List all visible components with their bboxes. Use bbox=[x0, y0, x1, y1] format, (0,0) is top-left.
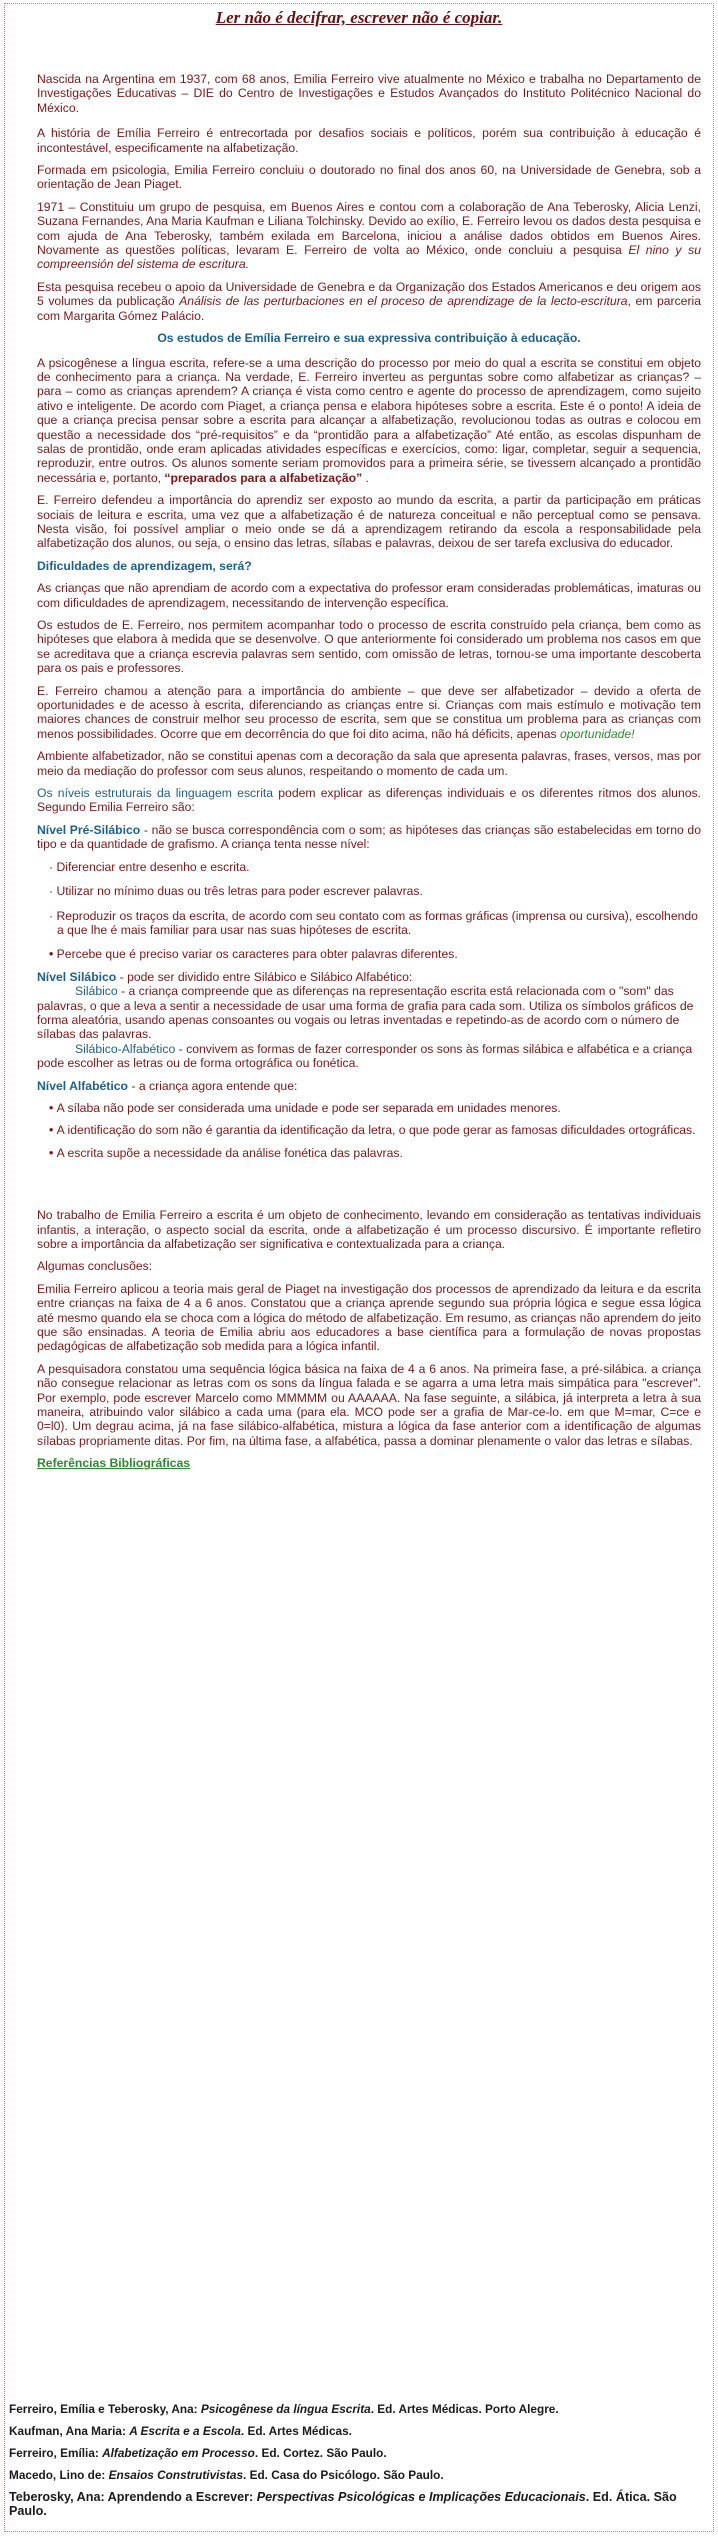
opportunity-emphasis: oportunidade! bbox=[560, 726, 635, 741]
spacer bbox=[37, 1168, 701, 1208]
article-body bbox=[37, 72, 701, 1481]
paragraph-environment bbox=[37, 684, 701, 742]
bullet-icon: • bbox=[49, 1145, 57, 1160]
section-heading-studies: Os estudos de Emília Ferreiro e sua expressiva contribuição à educação. bbox=[157, 331, 581, 346]
paragraph-exposure: E. Ferreiro defendeu a importância do aprendiz ser exposto ao mundo da escrita, a partir da participação em práticas sociais de leitura e escrita, uma vez que a alfabetização é de natureza conceitual e não perceptual como se pensava. Nesta visão, foi possível ampliar o meio onde se dá a aprendizagem retirando da escola a responsabilidade pela alfabetização dos alunos, ou seja, o ensino das letras, sílabas e palavras, deixou de ser tarefa exclusiva do educador. bbox=[37, 493, 701, 551]
ref-title: A Escrita e a Escola bbox=[129, 2424, 241, 2438]
publication-title: Análisis de las perturbaciones en el proceso de aprendizage de la lecto-escritura bbox=[179, 294, 628, 309]
syllabic-description bbox=[37, 984, 701, 1042]
list-item-text: A sílaba não pode ser considerada uma unidade e pode ser separada em unidades menores. bbox=[56, 1100, 561, 1115]
bullet-icon: • bbox=[49, 1100, 57, 1115]
paragraph-education: Formada em psicologia, Emilia Ferreiro concluiu o doutorado no final dos anos 60, na Universidade de Genebra, sob a orientação de Jean Piaget. bbox=[37, 163, 701, 192]
reference-item bbox=[9, 2446, 709, 2460]
paragraph-piaget-theory: Emilia Ferreiro aplicou a teoria mais geral de Piaget na investigação dos processos de aprendizado da leitura e da escrita entre crianças na faixa de 4 a 6 anos. Constatou que a criança aprende segundo sua própria lógica e segue essa lógica até mesmo quando ela se choca com a lógica do método de alfabetização. Em resumo, as crianças não aprendem do jeito que são ensinadas. A teoria de Emilia abriu aos educadores a base científica para a formulação de novas propostas pedagógicas de alfabetização sob medida para a lógica infantil. bbox=[37, 1281, 701, 1354]
references-list bbox=[9, 2402, 709, 2526]
paragraph-studies-follow: Os estudos de E. Ferreiro, nos permitem acompanhar todo o processo de escrita construído pela criança, bem como as hipóteses que elabora à medida que se desenvolve. O que anteriormente foi considerado um problema nos casos em que se acreditava que a criança escrevia palavras sem sentido, com omissão de letras, tornou-se uma importante descoberta para os pais e professores. bbox=[37, 618, 701, 676]
paragraph-history: A história de Emília Ferreiro é entrecortada por desafios sociais e políticos, porém sua contribuição à educação é incontestável, especificamente na alfabetização. bbox=[37, 126, 701, 155]
text-segment: - a criança compreende que as diferenças na representação escrita está relacionada com o "som" das palavras, o que a leva a sentir a necessidade de usar uma forma de grafia para cada som. Utiliza os símbolos gráficos de forma aleatória, usando apenas consoantes ou vogais ou letras inventadas e repetindo-as de acordo com o número de sílabas das palavras. bbox=[37, 984, 694, 1042]
syllabic-alphabetic-description bbox=[37, 1042, 701, 1071]
list-item bbox=[49, 1101, 701, 1115]
text-segment: , em parceria com Margarita Gómez Palácio. bbox=[37, 294, 701, 323]
document-page bbox=[4, 3, 714, 2532]
text-segment: 1971 – Constituiu um grupo de pesquisa, em Buenos Aires e contou com a colaboração de Ana Teberosky, Alicia Lenzi, Suzana Fernandes, Ana Maria Kaufman e Liliana Tolchinsky. Devido ao exílio, E. Ferreiro levou os dados desta pesquisa e com ajuda de Ana Teberosky, também exilada em Barcelona, iniciou a análise dados obtidos em Buenos Aires. Novamente as questões políticas, levaram E. Ferreiro de volta ao México, onde concluiu a pesquisa bbox=[37, 199, 701, 258]
text-segment: - a criança agora entende que: bbox=[127, 1078, 298, 1093]
ref-title: Alfabetização em Processo bbox=[102, 2446, 255, 2460]
paragraph-levels-intro bbox=[37, 786, 701, 815]
paragraph-writing-object: No trabalho de Emilia Ferreiro a escrita é um objeto de conhecimento, levando em consideração as tentativas individuais infantis, a interação, o aspecto social da escrita, onde a alfabetização é um processo discursivo. É importante refletiro sobre a importância da alfabetização ser significativa e contextualizada para a criança. bbox=[37, 1208, 701, 1251]
pre-syllabic-bullet-list bbox=[49, 947, 701, 961]
ref-author: Macedo, Lino de: bbox=[9, 2468, 109, 2482]
level-syllabic-intro bbox=[37, 970, 701, 984]
reference-item bbox=[9, 2402, 709, 2416]
level-heading: Nível Pré-Silábico bbox=[37, 822, 141, 837]
subheading-conclusions: Algumas conclusões: bbox=[37, 1259, 153, 1274]
bullet-icon: • bbox=[49, 1123, 57, 1138]
ref-author: Kaufman, Ana Maria: bbox=[9, 2424, 130, 2438]
subterm: Silábico bbox=[75, 984, 118, 999]
paragraph-sequence: A pesquisadora constatou uma sequência lógica básica na faixa de 4 a 6 anos. Na primeira fase, a pré-silábica. a criança não consegue relacionar as letras com os sons da língua falada e se agarra a uma letra mais simpática para "escrever". Por exemplo, pode escrever Marcelo como MMMMM ou AAAAAA. Na fase seguinte, a silábica, já interpreta a letra à sua maneira, atribuindo valor silábico a cada uma (para ela. MCO pode ser a grafia de Mar-ce-lo. em que M=mar, C=ce e 0=l0). Um degrau acima, já na fase silábico-alfabética, mistura a lógica da fase anterior com a identificação de algumas sílabas propriamente ditas. Por fim, na última fase, a alfabética, passa a dominar plenamente o valor das letras e sílabas. bbox=[37, 1361, 701, 1448]
text-segment: - convivem as formas de fazer corresponder os sons às formas silábica e alfabética e a criança pode escolher as letras ou de forma ortográfica ou fonética. bbox=[37, 1041, 693, 1071]
text-segment: podem explicar as diferenças individuais e os diferentes ritmos dos alunos. Segundo Emilia Ferreiro são: bbox=[37, 786, 701, 815]
list-item: · Diferenciar entre desenho e escrita. bbox=[49, 859, 250, 874]
list-item bbox=[49, 947, 701, 961]
text-segment: E. Ferreiro chamou a atenção para a importância do ambiente – que deve ser alfabetizador – devido a oferta de oportunidades e de acesso à escrita, diferenciando as crianças entre si. Crianças com mais estímulo e motivação tem maiores chances de construir melhor seu processo de escrita, sem que se constitua um problema para as crianças com menos possibilidades. Ocorre que em decorrência do que foi dito acima, não há déficits, apenas bbox=[37, 683, 701, 741]
text-segment: - pode ser dividido entre Silábico e Silábico Alfabético: bbox=[116, 969, 413, 984]
level-heading: Nível Silábico bbox=[37, 969, 117, 984]
subterm: Silábico-Alfabético bbox=[75, 1041, 176, 1056]
ref-publisher: . Ed. Ática. São Paulo. bbox=[9, 2490, 677, 2518]
paragraph-research-support bbox=[37, 280, 701, 323]
page-title: Ler não é decifrar, escrever não é copiar. bbox=[215, 8, 503, 27]
level-alphabetic bbox=[37, 1079, 701, 1093]
reference-item bbox=[9, 2468, 709, 2482]
list-item: · Utilizar no mínimo duas ou três letras para poder escrever palavras. bbox=[49, 884, 423, 899]
paragraph-expectations: As crianças que não aprendiam de acordo com a expectativa do professor eram consideradas problemáticas, imaturas ou com dificuldades de aprendizagem, necessitando de intervenção específica. bbox=[37, 581, 701, 610]
book-title: El nino y su compreensión del sistema de escritura. bbox=[37, 243, 701, 272]
pre-syllabic-list bbox=[49, 860, 701, 938]
level-syllabic bbox=[37, 970, 701, 1071]
list-item bbox=[49, 1146, 701, 1160]
list-item: · Reproduzir os traços da escrita, de acordo com seu contato com as formas gráficas (imprensa ou cursiva), escolhendo a que lhe é mais familiar para usar nas suas hipóteses de escrita. bbox=[49, 908, 698, 937]
paragraph-psychogenesis bbox=[37, 356, 701, 486]
level-heading: Nível Alfabético bbox=[37, 1078, 128, 1093]
text-segment: Esta pesquisa recebeu o apoio da Universidade de Genebra e da Organização dos Estados Americanos e deu origem aos 5 volumes da publicação bbox=[37, 279, 701, 309]
level-pre-syllabic bbox=[37, 823, 701, 852]
ref-publisher: . Ed. Cortez. São Paulo. bbox=[254, 2446, 387, 2460]
ref-author: Ferreiro, Emília e Teberosky, Ana: bbox=[9, 2402, 201, 2416]
ref-title: Perspectivas Psicológicas e Implicações Educacionais bbox=[256, 2490, 586, 2504]
quote-prepared: “preparados para a alfabetização” bbox=[164, 470, 363, 485]
reference-item bbox=[9, 2424, 709, 2438]
ref-title: Psicogênese da língua Escrita bbox=[200, 2402, 371, 2416]
ref-title: Ensaios Construtivistas bbox=[108, 2468, 244, 2482]
ref-author: Teberosky, Ana: Aprendendo a Escrever: bbox=[9, 2490, 257, 2504]
ref-author: Ferreiro, Emília: bbox=[9, 2446, 103, 2460]
list-item-text: A escrita supõe a necessidade da análise fonética das palavras. bbox=[56, 1145, 403, 1160]
reference-item bbox=[9, 2490, 709, 2518]
ref-publisher: . Ed. Artes Médicas. Porto Alegre. bbox=[370, 2402, 559, 2416]
alphabetic-list bbox=[49, 1101, 701, 1160]
text-segment: - não se busca correspondência com o som; as hipóteses das crianças são estabelecidas em torno do tipo e da quantidade de grafismo. A criança tenta nesse nível: bbox=[37, 822, 701, 852]
list-item-text: Percebe que é preciso variar os caracteres para obter palavras diferentes. bbox=[56, 947, 458, 962]
list-item bbox=[49, 1123, 701, 1137]
levels-highlight: Os níveis estruturais da linguagem escrita bbox=[37, 786, 274, 801]
subheading-difficulties: Dificuldades de aprendizagem, será? bbox=[37, 558, 252, 573]
ref-publisher: . Ed. Artes Médicas. bbox=[240, 2424, 352, 2438]
paragraph-1971 bbox=[37, 200, 701, 272]
paragraph-literate-environment: Ambiente alfabetizador, não se constitui apenas com a decoração da sala que apresenta palavras, frases, versos, mas por meio da mediação do professor com seus alunos, respeitando o momento de cada um. bbox=[37, 749, 701, 778]
text-segment: A psicogênese a língua escrita, refere-se a uma descrição do processo por meio do qual a escrita se constitui em objeto de conhecimento para a criança. Na verdade, E. Ferreiro inverteu as perguntas sobre como alfabetizar as crianças? – para – como as crianças aprendem? A criança é vista como centro e agente do processo de aprendizagem, como sujeito ativo e inteligente. De acordo com Piaget, a criança pensa e elabora hipóteses sobre a escrita. Este é o ponto! A ideia de que a criança precisa pensar sobre a escrita para alcançar a alfabetização, revolucionou todas as outras e colocou em questão a necessidade dos “pré-requisitos” e da “prontidão para a alfabetização” Até então, as escolas dispunham de salas de prontidão, onde eram aplicadas atividades específicas e exercícios, como: ligar, completar, seguir a sequencia, reproduzir, entre outros. Os alunos somente seriam promovidos para a primeira série, se tivessem alcançado a prontidão necessária e, portanto, bbox=[37, 355, 701, 485]
ref-publisher: . Ed. Casa do Psicólogo. São Paulo. bbox=[243, 2468, 444, 2482]
paragraph-intro: Nascida na Argentina em 1937, com 68 anos, Emilia Ferreiro vive atualmente no México e trabalha no Departamento de Investigações Educativas – DIE do Centro de Investigações e Estudos Avançados do Instituto Politécnico Nacional do México. bbox=[37, 72, 701, 115]
text-segment: . bbox=[362, 470, 369, 485]
list-item-text: A identificação do som não é garantia da identificação da letra, o que pode gerar as famosas dificuldades ortográficas. bbox=[56, 1123, 696, 1138]
references-heading: Referências Bibliográficas bbox=[37, 1456, 191, 1471]
bullet-icon: • bbox=[49, 947, 57, 962]
